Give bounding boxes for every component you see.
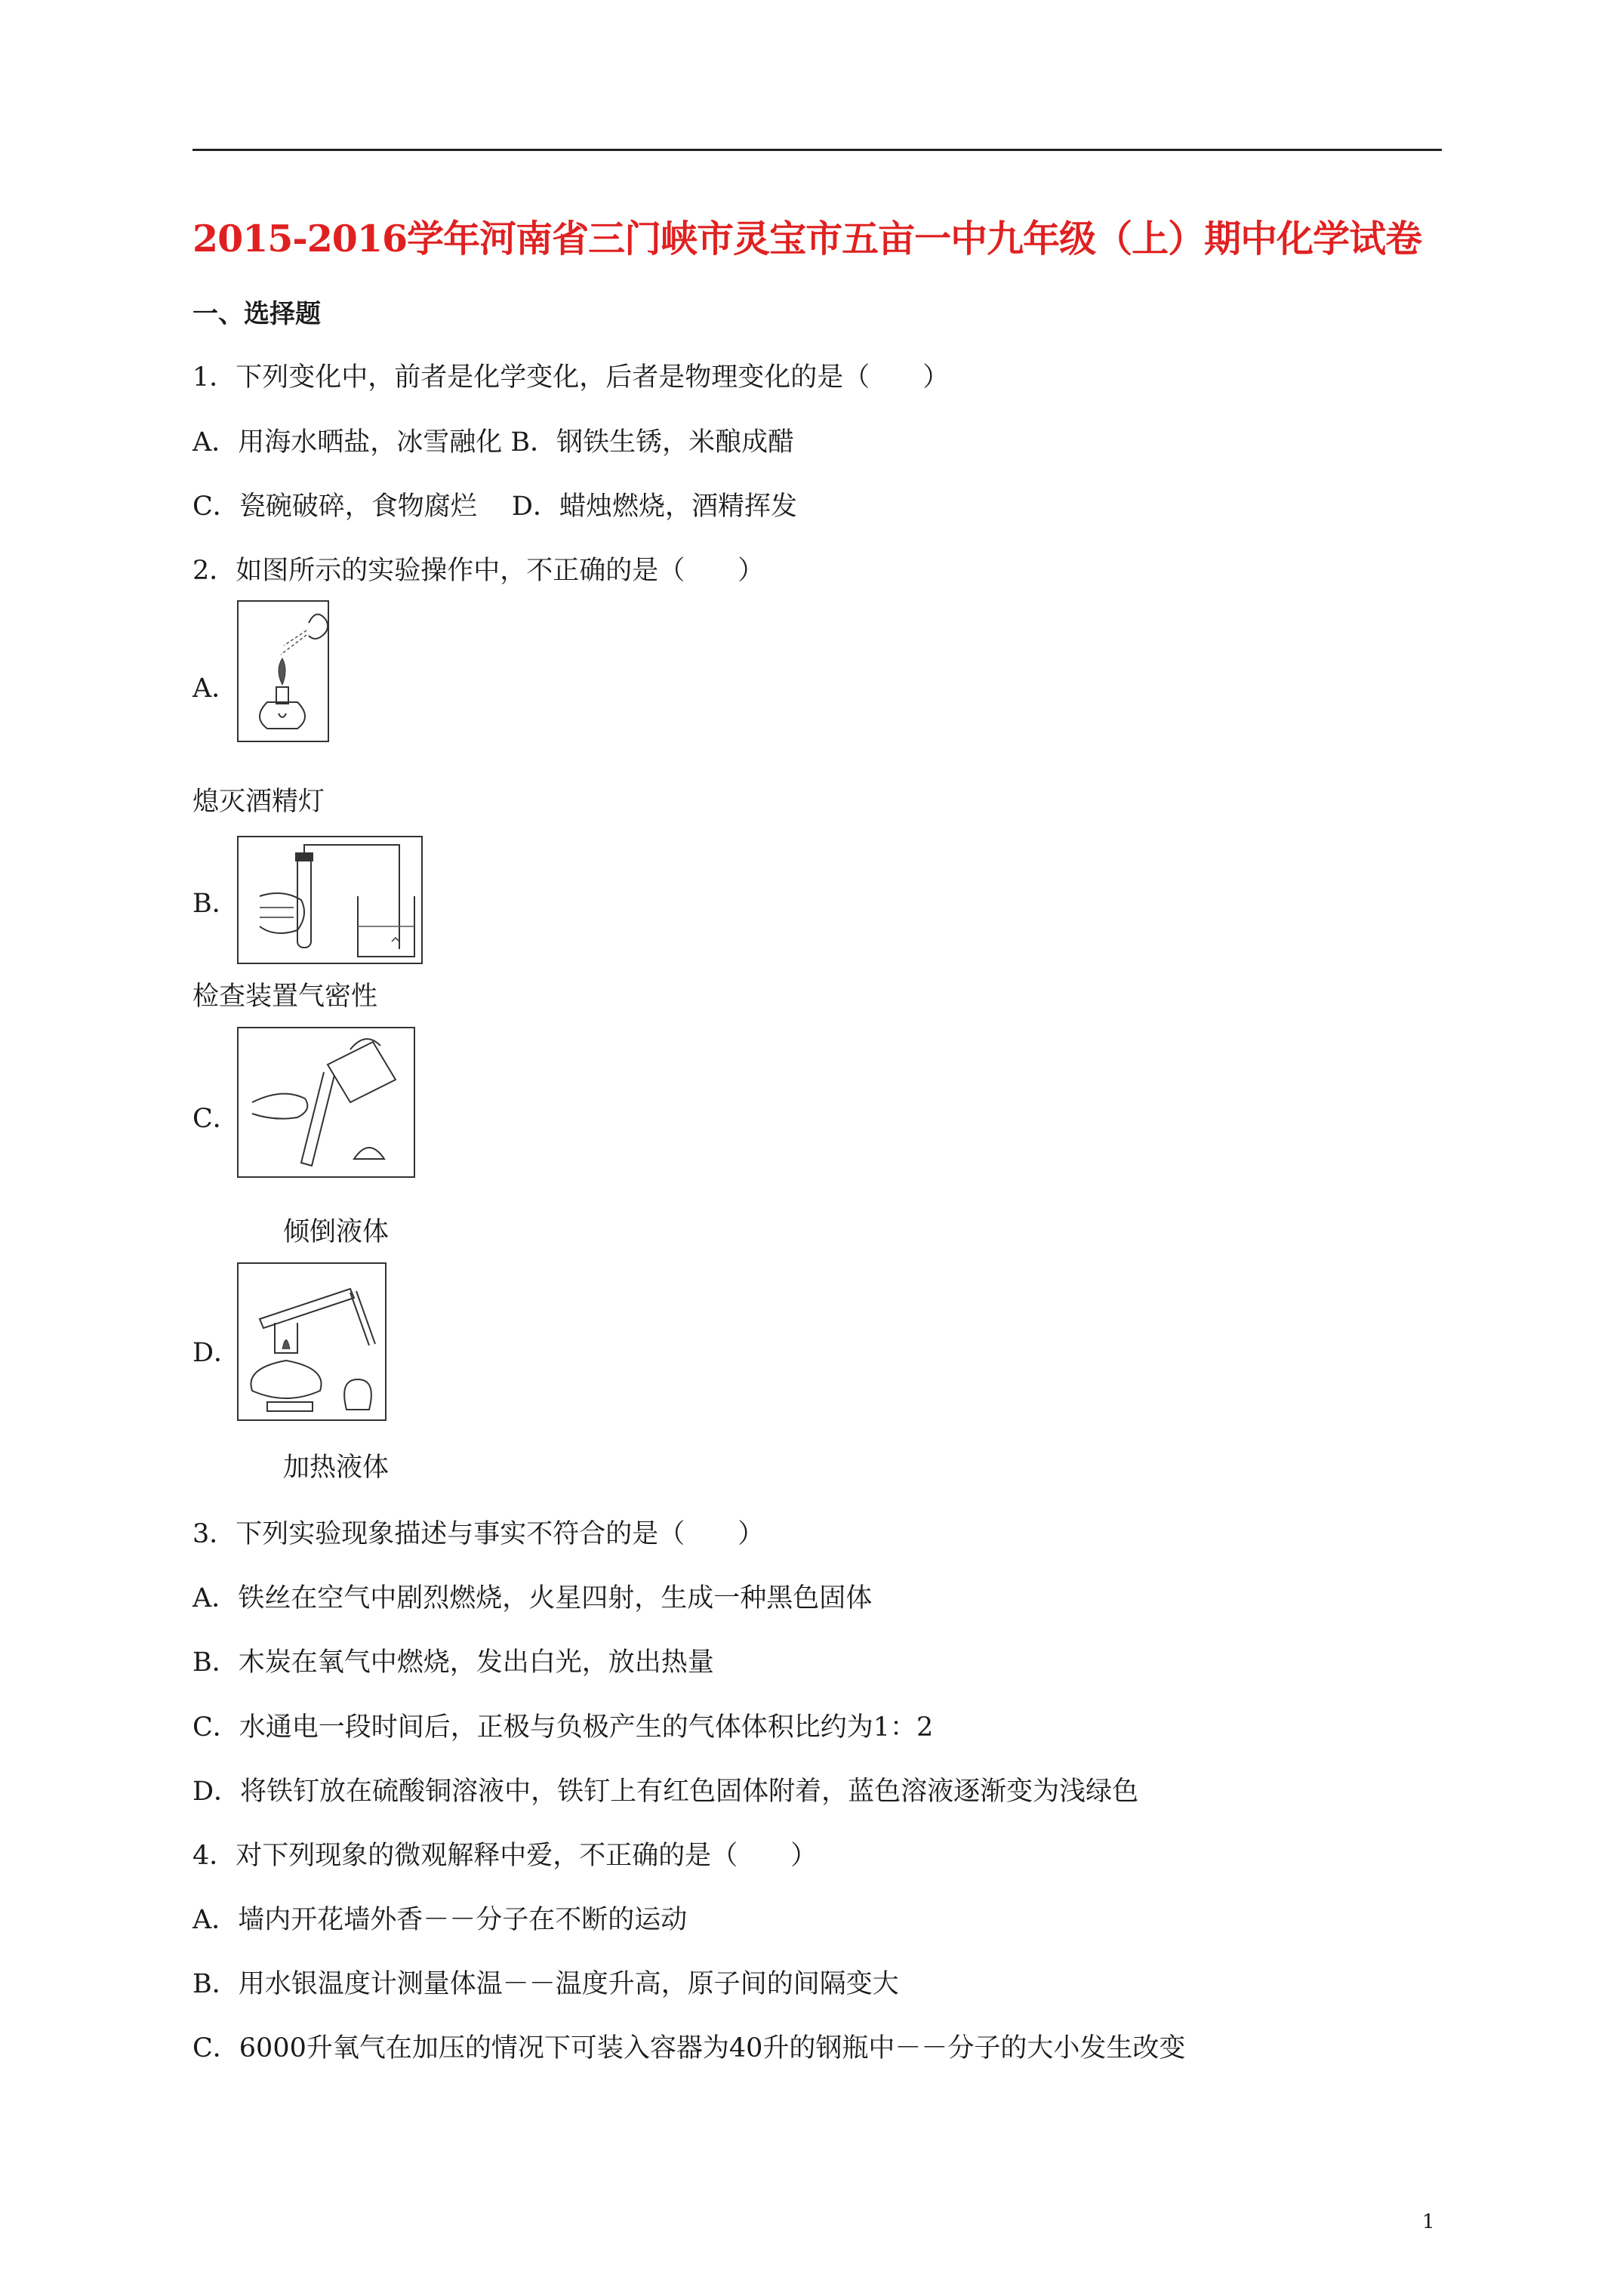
q3-stem: 3．下列实验现象描述与事实不符合的是（ ） [192,1519,765,1549]
pour-liquid-figure [237,1027,415,1178]
q2-option-d-caption: 加热液体 [283,1453,390,1483]
header-rule [192,149,1442,151]
q1-stem: 1．下列变化中，前者是化学变化，后者是物理变化的是（ ） [192,362,950,393]
q3-option-b: B．木炭在氧气中燃烧，发出白光，放出热量 [192,1647,714,1678]
heat-liquid-figure [237,1262,387,1421]
q1-options-ab: A．用海水晒盐，冰雪融化 B．钢铁生锈，米酿成醋 [192,427,795,458]
q1-options-cd: C．瓷碗破碎，食物腐烂 D．蜡烛燃烧，酒精挥发 [192,492,797,522]
q2-option-c-caption: 倾倒液体 [283,1217,390,1247]
q3-option-c: C．水通电一段时间后，正极与负极产生的气体体积比约为1：2 [192,1712,934,1743]
q2-option-a-caption: 熄灭酒精灯 [192,787,325,817]
airtightness-check-figure [237,836,423,964]
q2-option-d-letter: D． [192,1338,241,1368]
exam-title: 2015-2016学年河南省三门峡市灵宝市五亩一中九年级（上）期中化学试卷 [192,217,1422,260]
q4-option-a: A．墙内开花墙外香－－分子在不断的运动 [192,1905,688,1935]
q3-option-d: D．将铁钉放在硫酸铜溶液中，铁钉上有红色固体附着，蓝色溶液逐渐变为浅绿色 [192,1777,1139,1807]
q3-option-a: A．铁丝在空气中剧烈燃烧，火星四射，生成一种黑色固体 [192,1583,873,1613]
q2-option-b-letter: B． [192,889,239,919]
q4-option-c: C．6000升氧气在加压的情况下可装入容器为40升的钢瓶中－－分子的大小发生改变 [192,2033,1186,2063]
section-heading: 一、选择题 [192,299,321,329]
q2-stem: 2．如图所示的实验操作中，不正确的是（ ） [192,556,765,586]
q2-option-b-caption: 检查装置气密性 [192,982,378,1012]
q2-option-a-letter: A． [192,673,239,704]
q4-stem: 4．对下列现象的微观解释中爱，不正确的是（ ） [192,1841,818,1871]
blow-out-lamp-figure [237,600,329,742]
page-number: 1 [1422,2211,1435,2233]
q4-option-b: B．用水银温度计测量体温－－温度升高，原子间的间隔变大 [192,1969,899,1999]
q2-option-c-letter: C． [192,1104,239,1134]
